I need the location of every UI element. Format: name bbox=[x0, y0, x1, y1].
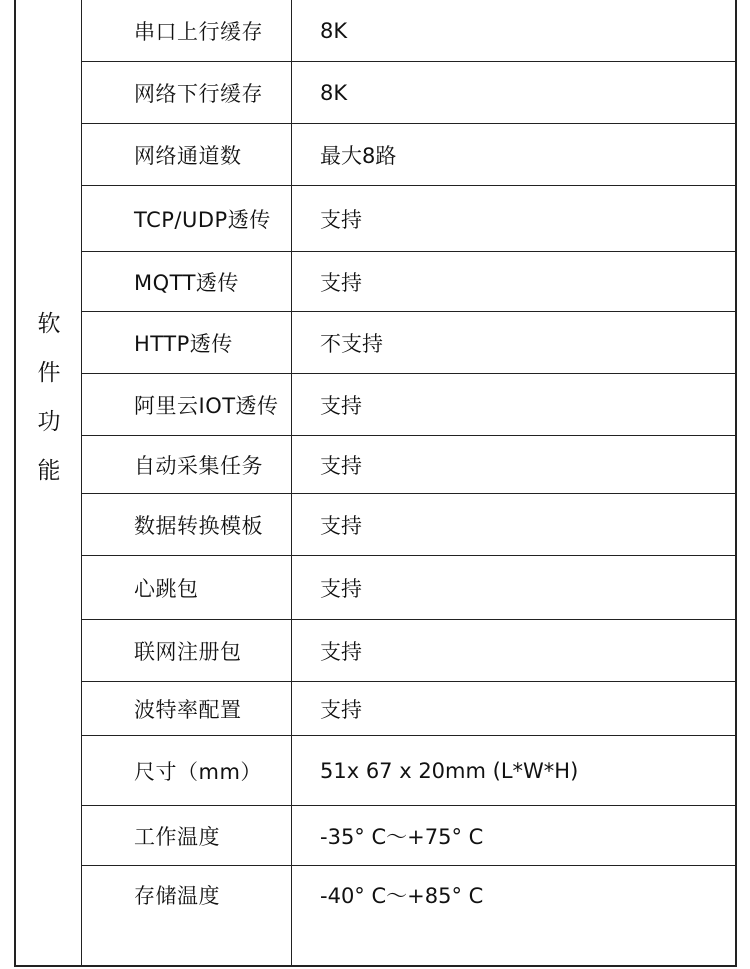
spec-key: 存储温度 bbox=[82, 866, 292, 965]
spec-key: 波特率配置 bbox=[82, 682, 292, 735]
table-row bbox=[82, 186, 735, 252]
spec-key: 阿里云IOT透传 bbox=[82, 374, 292, 435]
spec-value: 支持 bbox=[320, 393, 362, 418]
spec-value: 8K bbox=[320, 80, 348, 105]
spec-value: 支持 bbox=[320, 697, 362, 722]
group-label-char: 软 bbox=[37, 311, 61, 337]
spec-value: 支持 bbox=[320, 270, 362, 295]
table-row bbox=[82, 374, 735, 436]
spec-key: 心跳包 bbox=[82, 556, 292, 619]
table-row bbox=[82, 124, 735, 186]
spec-key: MQTT透传 bbox=[82, 252, 292, 311]
spec-value: 支持 bbox=[320, 639, 362, 664]
spec-value: 8K bbox=[320, 18, 348, 43]
table-row bbox=[82, 620, 735, 682]
spec-key: 自动采集任务 bbox=[82, 436, 292, 493]
spec-key: 串口上行缓存 bbox=[82, 0, 292, 61]
spec-key: 网络通道数 bbox=[82, 124, 292, 185]
table-row bbox=[82, 494, 735, 556]
table-row bbox=[82, 556, 735, 620]
spec-value: 不支持 bbox=[320, 331, 383, 356]
table-row bbox=[82, 62, 735, 124]
spec-key: 尺寸（mm） bbox=[82, 736, 292, 805]
table-row bbox=[82, 806, 735, 866]
spec-value: 最大8路 bbox=[320, 143, 397, 168]
spec-value: -40° C～+85° C bbox=[320, 884, 484, 908]
table-row bbox=[82, 682, 735, 736]
table-row bbox=[82, 312, 735, 374]
table-row bbox=[82, 866, 735, 965]
group-label-char: 功 bbox=[37, 409, 61, 435]
spec-key: HTTP透传 bbox=[82, 312, 292, 373]
spec-key: 数据转换模板 bbox=[82, 494, 292, 555]
spec-key: 联网注册包 bbox=[82, 620, 292, 681]
spec-table bbox=[14, 0, 737, 967]
group-label-char: 件 bbox=[37, 360, 61, 386]
spec-value: 支持 bbox=[320, 576, 362, 601]
table-row bbox=[82, 736, 735, 806]
spec-key: 工作温度 bbox=[82, 806, 292, 865]
spec-value: 51x 67 x 20mm (L*W*H) bbox=[320, 758, 579, 783]
spec-key: TCP/UDP透传 bbox=[82, 186, 292, 251]
group-label-char: 能 bbox=[37, 458, 61, 484]
group-label-software-functions bbox=[16, 300, 82, 496]
table-row bbox=[82, 0, 735, 62]
table-row bbox=[82, 252, 735, 312]
spec-key: 网络下行缓存 bbox=[82, 62, 292, 123]
spec-value: 支持 bbox=[320, 207, 362, 232]
group-column bbox=[16, 0, 82, 965]
table-row bbox=[82, 436, 735, 494]
spec-rows bbox=[82, 0, 735, 965]
spec-value: -35° C～+75° C bbox=[320, 824, 484, 849]
spec-value: 支持 bbox=[320, 453, 362, 478]
spec-value: 支持 bbox=[320, 513, 362, 538]
